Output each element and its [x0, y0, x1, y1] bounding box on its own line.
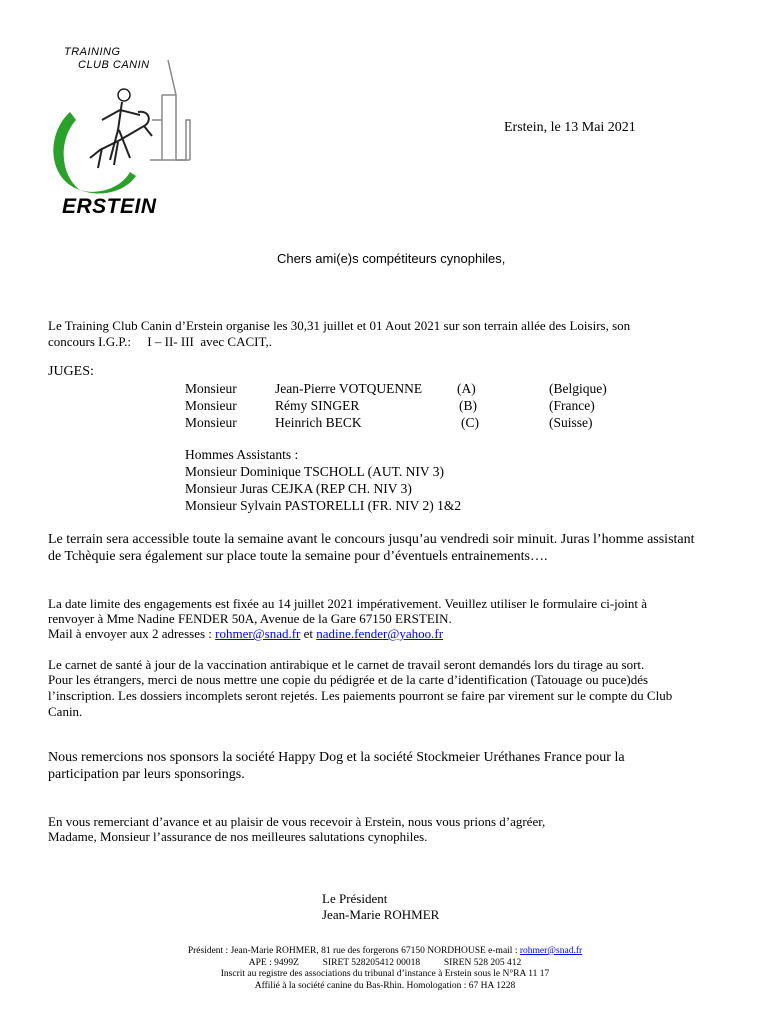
intro-line-1: Le Training Club Canin d’Erstein organise les 30,31 juillet et 01 Aout 2021 sur son terrain allée des Loisirs, son: [48, 318, 631, 333]
club-logo: [40, 40, 200, 225]
deadline-line-3: [48, 626, 443, 642]
judge-country: (Suisse): [549, 415, 593, 430]
date-line: Erstein, le 13 Mai 2021: [504, 120, 636, 135]
judge-title: Monsieur: [185, 415, 237, 430]
judge-name: Rémy SINGER: [275, 398, 360, 413]
judge-row: [185, 380, 645, 397]
salutation: Chers ami(e)s compétiteurs cynophiles,: [277, 251, 506, 266]
judge-row: [185, 397, 645, 414]
carnet-line-3: l’inscription. Les dossiers incomplets seront rejetés. Les paiements pourront se faire par virement sur le compte du Club: [48, 688, 673, 703]
logo-line2: CLUB CANIN: [78, 59, 150, 71]
footer-president: Président : Jean-Marie ROHMER, 81 rue des forgerons 67150 NORDHOUSE e-mail :: [187, 946, 520, 956]
deadline-and: et: [300, 626, 317, 641]
assistant-line: Monsieur Sylvain PASTORELLI (FR. NIV 2) 1&2: [185, 498, 462, 513]
assistant-line: Monsieur Juras CEJKA (REP CH. NIV 3): [185, 481, 412, 496]
judge-country: (France): [549, 398, 595, 413]
assistants-heading: Hommes Assistants :: [185, 447, 299, 462]
carnet-line-2: Pour les étrangers, merci de nous mettre une copie du pédigrée et de la carte d’identification (Tatouage ou puce)dés: [48, 672, 649, 687]
judge-title: Monsieur: [185, 398, 237, 413]
footer-line-3: Inscrit au registre des associations du tribunal d’instance à Erstein sous le N°RA 11 17: [220, 969, 550, 979]
judge-letter: (B): [459, 398, 477, 413]
footer-line-2: APE : 9499Z SIRET 528205412 00018 SIREN 528 205 412: [248, 957, 522, 968]
closing-line-1: En vous remerciant d’avance et au plaisir de vous recevoir à Erstein, nous vous prions d’agréer,: [48, 814, 546, 829]
judges-list: [185, 380, 645, 431]
closing-line-2: Madame, Monsieur l’assurance de nos meilleures salutations cynophiles.: [48, 829, 428, 844]
carnet-line-4: Canin.: [48, 704, 83, 719]
judge-letter: (A): [457, 381, 476, 396]
judge-name: Heinrich BECK: [275, 415, 362, 430]
email-link-rohmer[interactable]: rohmer@snad.fr: [215, 626, 301, 641]
footer-line-4: Affilié à la société canine du Bas-Rhin. Homologation : 67 HA 1228: [254, 980, 516, 991]
terrain-line-2: de Tchèquie sera également sur place toute la semaine pour d’éventuels entrainements….: [48, 549, 548, 564]
signature-name: Jean-Marie ROHMER: [322, 907, 440, 922]
terrain-line-1: Le terrain sera accessible toute la semaine avant le concours jusqu’au vendredi soir minuit. Juras l’homme assistant: [48, 532, 695, 547]
judge-letter: (C): [461, 415, 479, 430]
assistant-line: Monsieur Dominique TSCHOLL (AUT. NIV 3): [185, 464, 444, 479]
carnet-line-1: Le carnet de santé à jour de la vaccination antirabique et le carnet de travail seront demandés lors du tirage au sort.: [48, 657, 645, 672]
sponsors-line-2: participation par leurs sponsorings.: [48, 767, 245, 782]
email-link-fender[interactable]: nadine.fender@yahoo.fr: [316, 626, 444, 641]
judge-country: (Belgique): [549, 381, 607, 396]
footer: [0, 946, 770, 992]
logo-city: ERSTEIN: [62, 195, 157, 218]
footer-line-1: [0, 946, 770, 958]
footer-email-link[interactable]: rohmer@snad.fr: [519, 946, 583, 956]
judge-name: Jean-Pierre VOTQUENNE: [275, 381, 423, 396]
sponsors-line-1: Nous remercions nos sponsors la société Happy Dog et la société Stockmeier Uréthanes France pour la: [48, 750, 625, 765]
judge-row: [185, 414, 645, 431]
deadline-line-1: La date limite des engagements est fixée au 14 juillet 2021 impérativement. Veuillez utiliser le formulaire ci-joint à: [48, 596, 648, 611]
deadline-line-2: renvoyer à Mme Nadine FENDER 50A, Avenue de la Gare 67150 ERSTEIN.: [48, 611, 452, 626]
judges-heading: JUGES:: [48, 364, 94, 379]
intro-line-2: concours I.G.P.: I – II- III avec CACIT,.: [48, 334, 272, 349]
signature-role: Le Président: [322, 891, 388, 906]
logo-line1: TRAINING: [64, 46, 121, 58]
deadline-mail-prefix: Mail à envoyer aux 2 adresses :: [48, 626, 216, 641]
judge-title: Monsieur: [185, 381, 237, 396]
